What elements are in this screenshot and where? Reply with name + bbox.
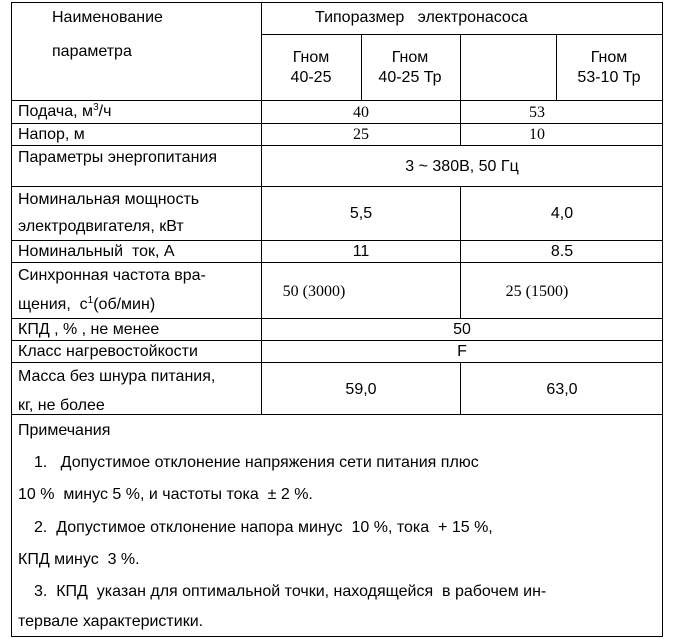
efficiency-label: КПД , % , не менее xyxy=(18,321,160,338)
sync-speed-label-line2: щения, $с^1(об/мин)$ xyxy=(18,295,156,313)
row-line-rated-power xyxy=(11,240,663,241)
note-3-line1: 3. КПД указан для оптимальной точки, находящейся в рабочем ин- xyxy=(34,583,547,600)
header-subdivider xyxy=(261,34,663,35)
sync-speed-label-line1: Синхронная частота вра- xyxy=(18,267,206,284)
model-2-line2: 40-25 Тр xyxy=(378,69,442,86)
table-border-top xyxy=(11,2,663,3)
row-line-flow xyxy=(11,123,663,124)
power-supply-value: 3 ~ 380В, 50 Гц xyxy=(405,158,519,175)
rated-power-value-1: 5,5 xyxy=(349,205,373,222)
rated-current-value-1: 11 xyxy=(352,243,370,260)
head-label: Напор, м xyxy=(18,126,85,143)
flow-label: Подача, $м^3/ч$ xyxy=(18,102,112,120)
row-line-rated-current xyxy=(11,262,663,263)
note-3-line2: тервале характеристики. xyxy=(18,613,204,630)
sync-speed-value-1: 50 (3000) xyxy=(282,283,346,300)
flow-value-2: 53 xyxy=(529,104,545,121)
model-4-line2: 53-10 Тр xyxy=(577,69,641,86)
rated-current-value-2: 8.5 xyxy=(550,243,574,260)
note-2-line1: 2. Допустимое отклонение напора минус 10 %, тока + 15 %, xyxy=(34,519,493,536)
rated-power-value-2: 4,0 xyxy=(550,205,574,222)
flow-value-1: 40 xyxy=(353,104,369,121)
model-4-line1: Гном xyxy=(590,49,628,66)
sync-speed-value-2: 25 (1500) xyxy=(505,283,569,300)
efficiency-value: 50 xyxy=(453,321,471,338)
row-line-efficiency xyxy=(11,340,663,341)
heat-class-value: F xyxy=(457,343,467,360)
head-value-1: 25 xyxy=(353,126,369,143)
mass-label-line2: кг, не более xyxy=(18,397,105,414)
model-1-line2: 40-25 xyxy=(290,69,332,86)
notes-title: Примечания xyxy=(18,422,111,439)
table-border-right xyxy=(662,2,663,637)
column-divider-main xyxy=(261,2,262,414)
heat-class-label: Класс нагревостойкости xyxy=(18,343,198,360)
value-divider-mass xyxy=(460,362,461,414)
param-header-line2: параметра xyxy=(52,43,132,60)
rated-power-label-line1: Номинальная мощность xyxy=(18,191,200,208)
model-divider-1 xyxy=(361,34,362,100)
note-2-line2: КПД минус 3 %. xyxy=(18,551,140,568)
model-divider-2 xyxy=(460,34,461,100)
mass-label-line1: Масса без шнура питания, xyxy=(18,368,216,385)
power-supply-label: Параметры энергопитания xyxy=(18,149,217,166)
table-border-left xyxy=(11,2,12,637)
row-line-mass xyxy=(11,414,663,415)
param-header-line1: Наименование xyxy=(52,9,163,26)
mass-value-1: 59,0 xyxy=(345,381,377,398)
size-title: Типоразмер электронасоса xyxy=(315,9,528,26)
value-divider-flow-head xyxy=(460,100,461,145)
rated-current-label: Номинальный ток, А xyxy=(18,243,175,260)
row-line-head xyxy=(11,145,663,146)
row-line-power-supply xyxy=(11,186,663,187)
table-border-bottom xyxy=(11,636,663,637)
mass-value-2: 63,0 xyxy=(546,381,578,398)
model-1-line1: Гном xyxy=(292,49,330,66)
model-divider-3 xyxy=(556,34,557,100)
row-line-header xyxy=(11,100,663,101)
head-value-2: 10 xyxy=(529,126,545,143)
note-1-line1: 1. Допустимое отклонение напряжения сети питания плюс xyxy=(34,454,479,471)
row-line-sync-speed xyxy=(11,318,663,319)
row-line-heat-class xyxy=(11,362,663,363)
model-2-line1: Гном xyxy=(391,49,429,66)
note-1-line2: 10 % минус 5 %, и частоты тока ± 2 %. xyxy=(18,486,313,503)
value-divider-power-current-speed xyxy=(460,186,461,318)
rated-power-label-line2: электродвигателя, кВт xyxy=(18,218,184,235)
